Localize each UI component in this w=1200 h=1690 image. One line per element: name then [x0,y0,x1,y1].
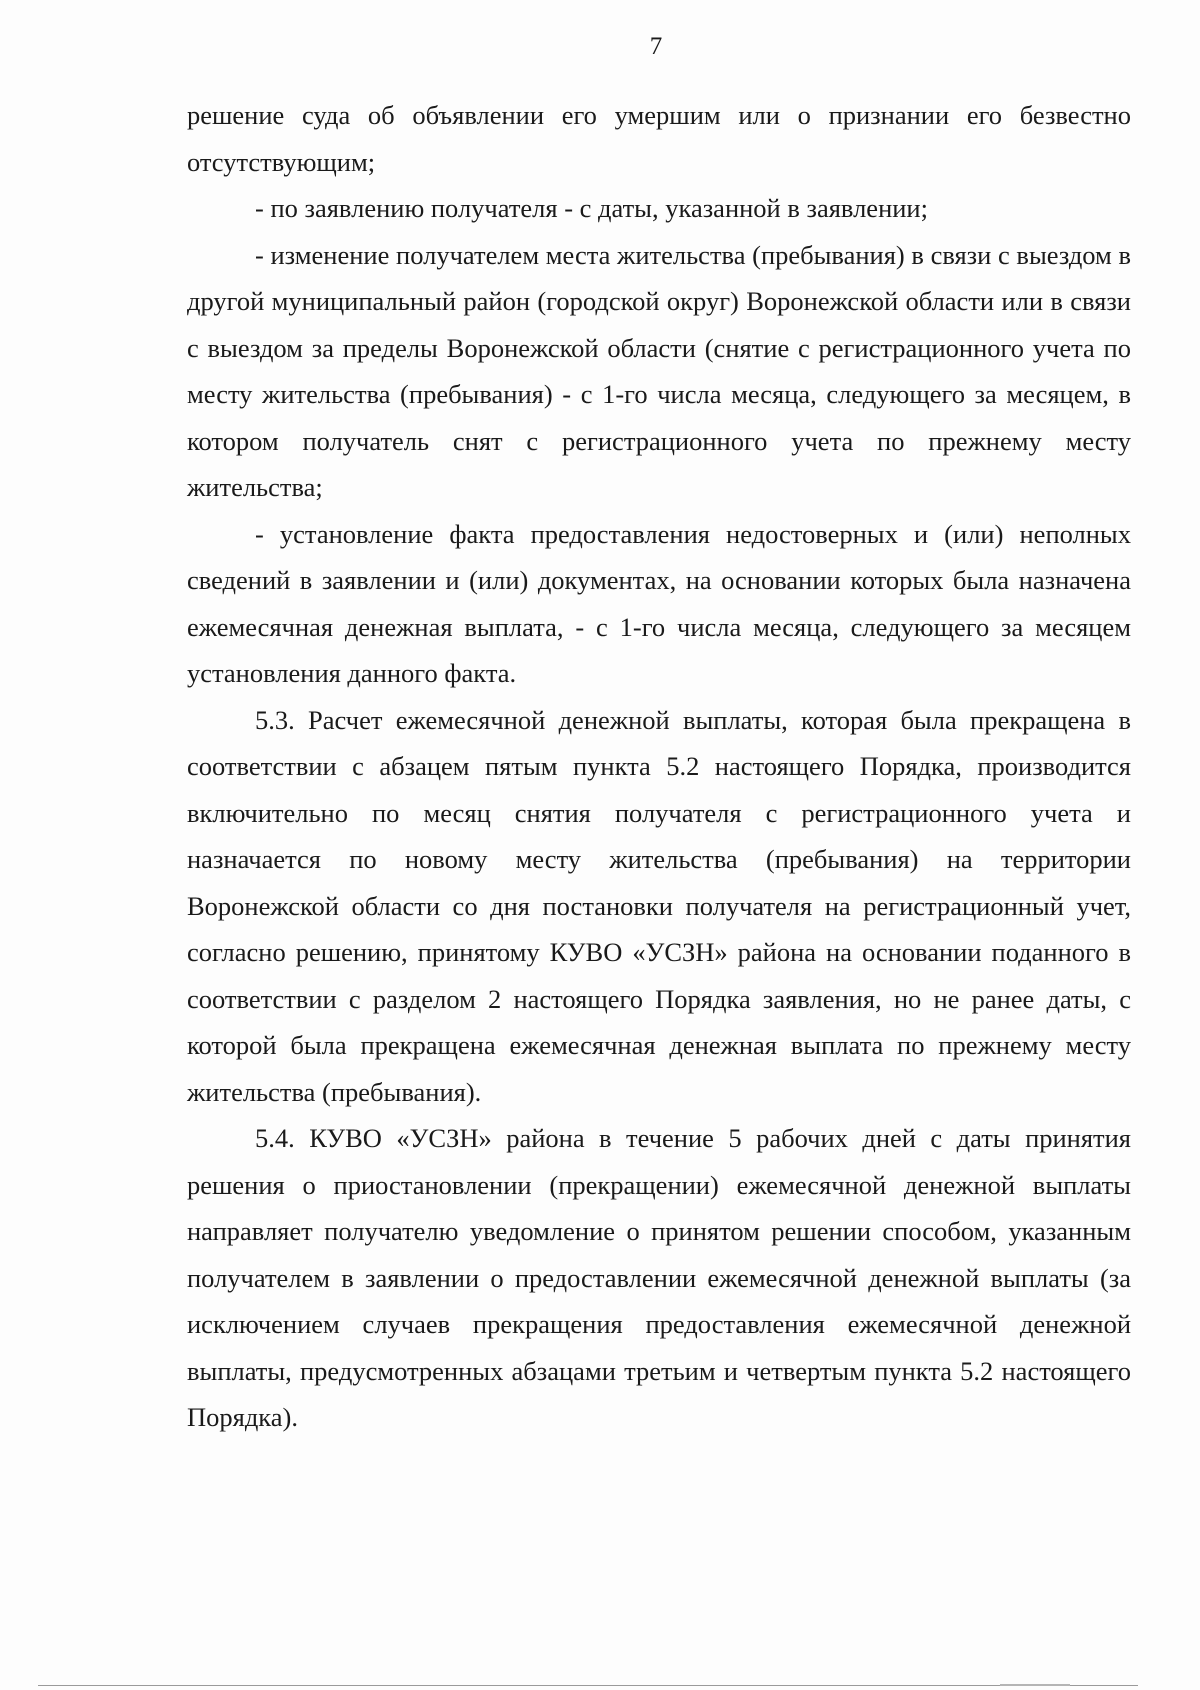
paragraph-item-false-information: - установление факта предоставления недостоверных и (или) неполных сведений в заявлении и (или) документах, на основании которых была назначена ежемесячная денежная выплата, - с 1-го числа месяца, следующего за месяцем установления данного факта. [187,518,1131,688]
paragraph-continuation: решение суда об объявлении его умершим или о признании его безвестно отсутствующим; [187,100,1131,177]
page-number: 7 [649,33,663,60]
paragraph-section-5-4: 5.4. КУВО «УСЗН» района в течение 5 рабочих дней с даты принятия решения о приостановлении (прекращении) ежемесячной денежной выплаты направляет получателю уведомление о принятом решении способом, указанным получателем в заявлении о предоставлении ежемесячной денежной выплаты (за исключением случаев прекращения предоставления ежемесячной денежной выплаты, предусмотренных абзацами третьим и четвертым пункта 5.2 настоящего Порядка). [187,1123,1131,1432]
scan-edge-line [38,1685,1138,1686]
paragraph-item-change-of-residence: - изменение получателем места жительства (пребывания) в связи с выездом в другой муниципальный район (городской округ) Воронежской области или в связи с выездом за пределы Воронежской области (снятие с регистрационного учета по месту жительства (пребывания) - с 1-го числа месяца, следующего за месяцем, в котором получатель снят с регистрационного учета по прежнему месту жительства; [187,239,1131,502]
scan-edge-mark [1000,1684,1070,1686]
paragraph-item-by-application: - по заявлению получателя - с даты, указанной в заявлении; [255,193,928,223]
paragraph-section-5-3: 5.3. Расчет ежемесячной денежной выплаты, которая была прекращена в соответствии с абзацем пятым пункта 5.2 настоящего Порядка, производится включительно по месяц снятия получателя с регистрационного учета и назначается по новому месту жительства (пребывания) на территории Воронежской области со дня постановки получателя на регистрационный учет, согласно решению, принятому КУВО «УСЗН» района на основании поданного в соответствии с разделом 2 настоящего Порядка заявления, но не ранее даты, с которой была прекращена ежемесячная денежная выплата по прежнему месту жительства (пребывания). [187,704,1131,1107]
document-body [187,92,1131,1441]
